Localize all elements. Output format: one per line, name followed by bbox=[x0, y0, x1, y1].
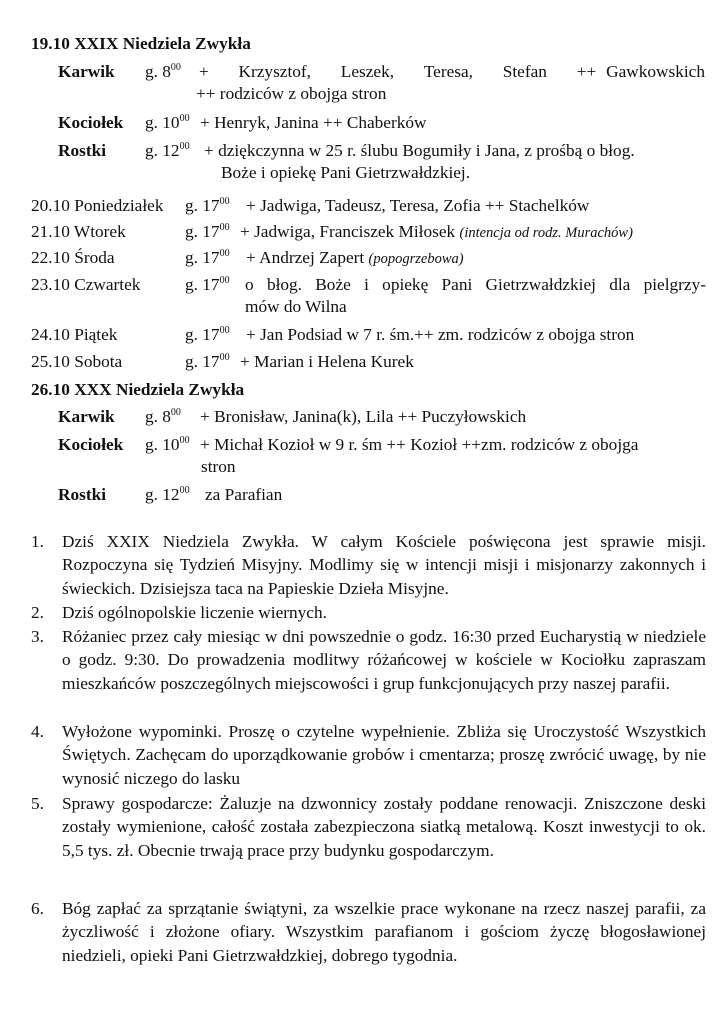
mass-intention-cont: Boże i opiekę Pani Gietrzwałdzkiej. bbox=[221, 163, 471, 182]
weekday-day: 22.10 Środa bbox=[31, 248, 115, 267]
mass-intention: + Andrzej Zapert (popogrzebowa) bbox=[246, 248, 464, 267]
mass-intention: + Michał Kozioł w 9 r. śm ++ Kozioł ++zm. rodziców z obojga bbox=[200, 435, 639, 454]
mass-place: Karwik bbox=[58, 407, 115, 426]
mass-time: g. $12^{00}$ bbox=[145, 141, 190, 160]
announcement-number: 1. bbox=[31, 532, 44, 551]
mass-intention: + dziękczynna w 25 r. ślubu Bogumiły i Jana, z prośbą o błog. bbox=[204, 141, 635, 160]
mass-intention: za Parafian bbox=[205, 485, 283, 504]
mass-time: g. $17^{00}$ bbox=[185, 325, 230, 344]
announcement-item: Dziś ogólnopolskie liczenie wiernych. bbox=[62, 603, 327, 622]
mass-intention: + Jadwiga, Franciszek Miłosek (intencja od rodz. Murachów) bbox=[240, 222, 633, 241]
mass-intention: + Jan Podsiad w 7 r. śm.++ zm. rodziców z obojga stron bbox=[246, 325, 635, 344]
mass-place: Kociołek bbox=[58, 435, 124, 454]
weekday-day: 20.10 Poniedziałek bbox=[31, 196, 164, 215]
announcement-item: Dziś XXIX Niedziela Zwykła. W całym Kościele poświęcona jest sprawie misji. Rozpoczyna się Tydzień Misyjny. Modlimy się w intencji misji i misjonarzy zakonnych i świeckich. Dzisiejsza taca na Papieskie Dzieła Misyjne. bbox=[62, 532, 706, 598]
announcement-number: 6. bbox=[31, 899, 44, 918]
mass-time: g. $17^{00}$ bbox=[185, 196, 230, 215]
weekday-day: 25.10 Sobota bbox=[31, 352, 123, 371]
mass-place: Rostki bbox=[58, 485, 107, 504]
mass-time: g. $17^{00}$ bbox=[185, 222, 230, 241]
announcement-number: 3. bbox=[31, 627, 44, 646]
mass-intention-cont: stron bbox=[201, 457, 236, 476]
announcement-number: 5. bbox=[31, 794, 44, 813]
weekday-day: 24.10 Piątek bbox=[31, 325, 118, 344]
announcement-item: Wyłożone wypominki. Proszę o czytelne wypełnienie. Zbliża się Uroczystość Wszystkich Świętych. Zachęcam do uporządkowanie grobów i cmentarza; proszę zwrócić uwagę, by nie wynosić niczego do lasku bbox=[62, 722, 706, 788]
mass-time: g. $8^{00}$ bbox=[145, 407, 181, 426]
mass-place: Kociołek bbox=[58, 113, 124, 132]
mass-time: g. $17^{00}$ bbox=[185, 275, 230, 294]
mass-place: Rostki bbox=[58, 141, 107, 160]
intention-note: (popogrzebowa) bbox=[368, 251, 464, 267]
announcement-item: Bóg zapłać za sprzątanie świątyni, za wszelkie prace wykonane na rzecz naszej parafii, za życzliwość i złożone ofiary. Wszystkim parafianom i gościom życzę błogosławionej niedzieli, opieki Pani Gietrzwałdzkiej, dobrego tygodnia. bbox=[62, 899, 706, 965]
weekday-day: 21.10 Wtorek bbox=[31, 222, 126, 241]
mass-intention-cont: mów do Wilna bbox=[245, 297, 347, 316]
mass-time: g. $10^{00}$ bbox=[145, 435, 190, 454]
mass-time: g. $8^{00}$ bbox=[145, 62, 181, 81]
announcement-number: 4. bbox=[31, 722, 44, 741]
intention-note: (intencja od rodz. Murachów) bbox=[459, 225, 633, 241]
mass-time: g. $17^{00}$ bbox=[185, 352, 230, 371]
mass-intention: + Krzysztof, Leszek, Teresa, Stefan ++ Gawkowskich bbox=[199, 62, 705, 81]
mass-intention: + Henryk, Janina ++ Chaberków bbox=[200, 113, 427, 132]
mass-intention: + Jadwiga, Tadeusz, Teresa, Zofia ++ Stachelków bbox=[246, 196, 590, 215]
mass-place: Karwik bbox=[58, 62, 115, 81]
announcement-number: 2. bbox=[31, 603, 44, 622]
mass-time: g. $10^{00}$ bbox=[145, 113, 190, 132]
mass-intention: o błog. Boże i opiekę Pani Gietrzwałdzkiej dla pielgrzy- bbox=[245, 275, 706, 294]
mass-intention: + Marian i Helena Kurek bbox=[240, 352, 414, 371]
announcement-item: Sprawy gospodarcze: Żaluzje na dzwonnicy zostały poddane renowacji. Zniszczone deski zostały wymienione, całość została zabezpieczona siatką metalową. Koszt inwestycji to ok. 5,5 tys. zł. Obecnie trwają prace przy budynku gospodarczym. bbox=[62, 794, 706, 860]
mass-time: g. $17^{00}$ bbox=[185, 248, 230, 267]
mass-intention: + Bronisław, Janina(k), Lila ++ Puczyłowskich bbox=[200, 407, 527, 426]
weekday-day: 23.10 Czwartek bbox=[31, 275, 141, 294]
mass-time: g. $12^{00}$ bbox=[145, 485, 190, 504]
week1-heading: 19.10 XXIX Niedziela Zwykła bbox=[31, 34, 251, 53]
mass-intention-cont: ++ rodziców z obojga stron bbox=[196, 84, 387, 103]
announcement-item: Różaniec przez cały miesiąc w dni powszednie o godz. 16:30 przed Eucharystią w niedziele o godz. 9:30. Do prowadzenia modlitwy różańcowej w kościele w Kociołku zapraszam mieszkańców poszczególnych miejscowości i grup funkcjonujących przy naszej parafii. bbox=[62, 627, 706, 693]
week2-heading: 26.10 XXX Niedziela Zwykła bbox=[31, 380, 245, 399]
